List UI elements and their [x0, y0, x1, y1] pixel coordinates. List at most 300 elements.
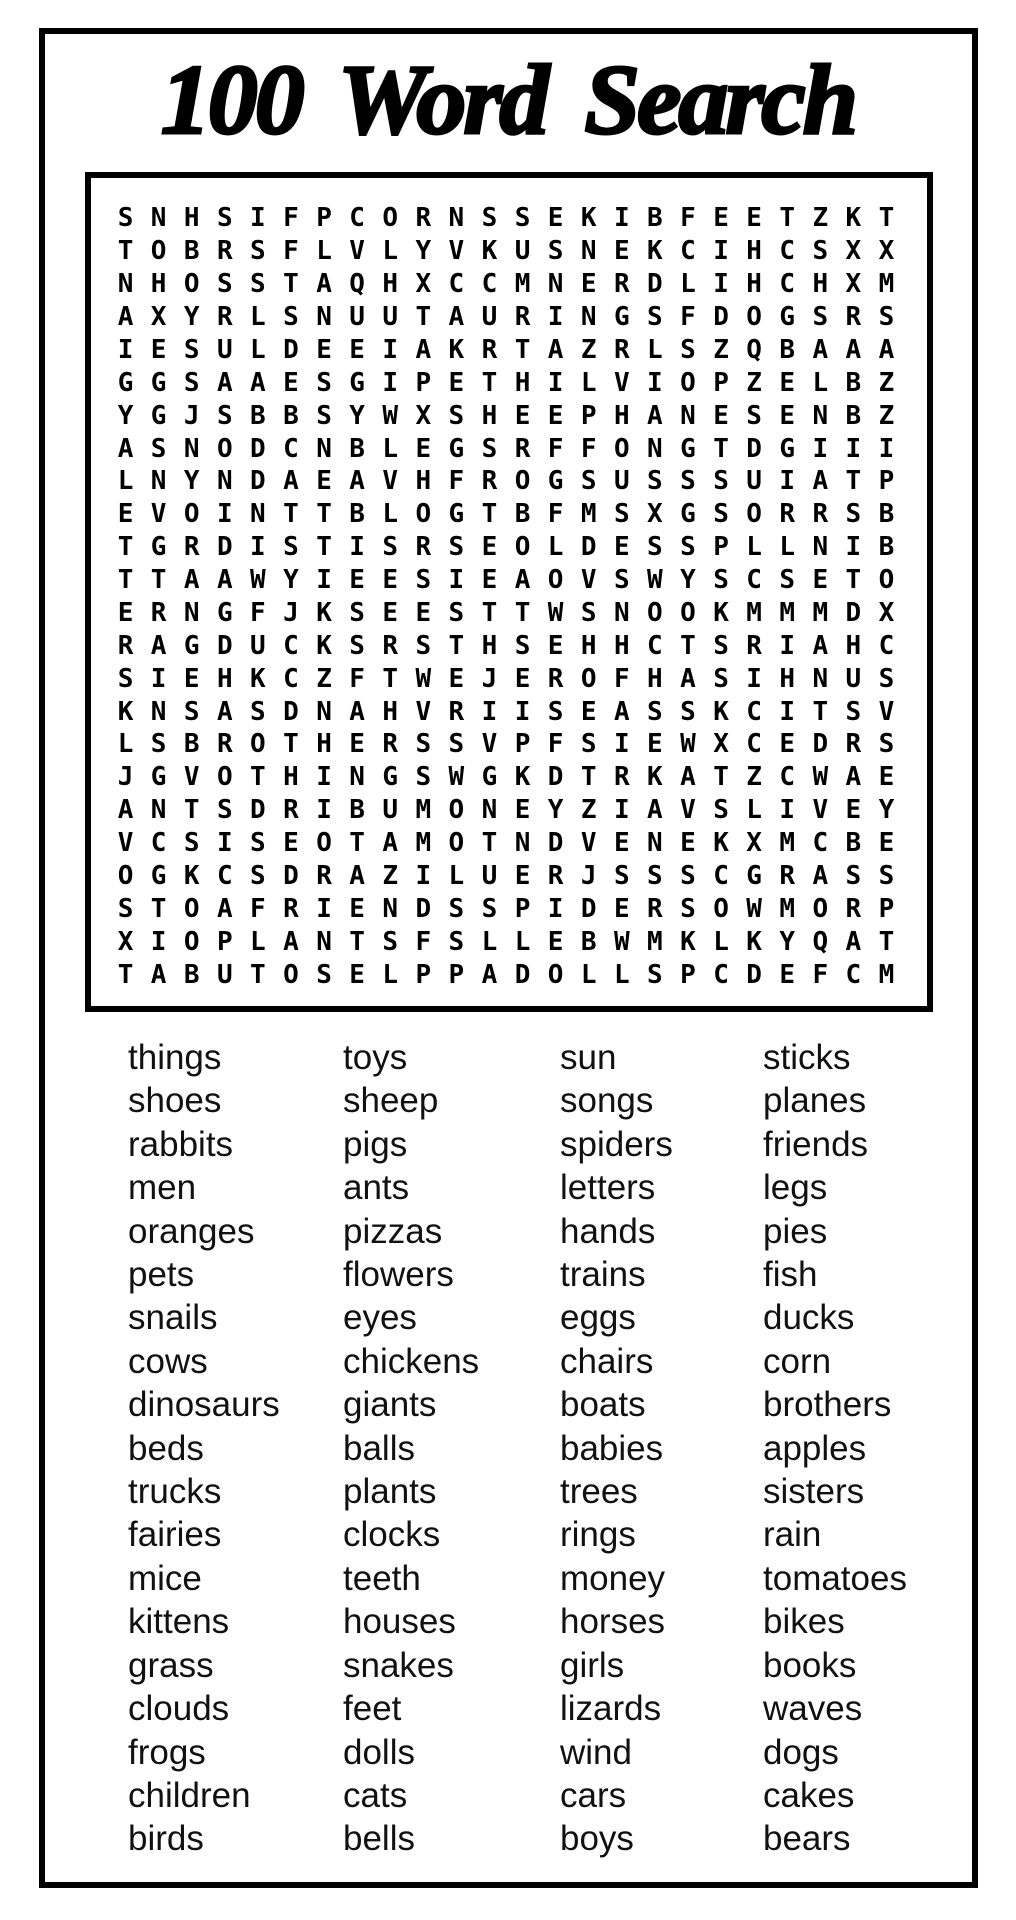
grid-letter: C — [448, 269, 465, 300]
grid-letter: L — [382, 236, 399, 267]
grid-letter: A — [117, 795, 134, 826]
grid-letter: Y — [779, 926, 796, 957]
grid-letter: E — [680, 828, 696, 859]
grid-letter: C — [746, 729, 762, 760]
word-list — [0, 1036, 1016, 1876]
word-item: chickens — [343, 1341, 480, 1381]
grid-letter: L — [680, 269, 696, 300]
grid-letter: R — [481, 466, 498, 497]
grid-letter: U — [746, 466, 762, 497]
grid-letter: S — [382, 926, 399, 957]
grid-letter: K — [713, 597, 729, 628]
word-item: flowers — [343, 1255, 454, 1295]
word-item: trees — [560, 1472, 638, 1512]
grid-letter: I — [779, 630, 796, 661]
grid-letter: T — [349, 828, 365, 859]
grid-letter: S — [481, 203, 498, 234]
grid-letter: A — [680, 663, 696, 694]
grid-letter: V — [812, 795, 829, 826]
word-item: boats — [560, 1385, 646, 1425]
grid-letter: E — [349, 565, 365, 596]
grid-letter: V — [183, 762, 200, 793]
grid-letter: S — [580, 729, 597, 760]
grid-letter: Z — [580, 334, 597, 365]
grid-letter: S — [713, 466, 729, 497]
grid-letter: U — [845, 663, 862, 694]
word-item: pigs — [343, 1124, 408, 1164]
grid-letter: G — [680, 433, 696, 464]
grid-letter: S — [250, 269, 266, 300]
grid-letter: Z — [878, 400, 895, 431]
word-item: boys — [560, 1819, 634, 1859]
grid-letter: H — [481, 630, 498, 661]
grid-letter: N — [183, 597, 200, 628]
grid-letter: S — [250, 860, 266, 891]
grid-letter: L — [250, 334, 266, 365]
word-item: giants — [343, 1385, 437, 1425]
grid-letter: G — [382, 762, 399, 793]
grid-letter: I — [117, 334, 134, 365]
grid-letter: Y — [117, 400, 134, 431]
grid-letter: S — [845, 696, 862, 727]
grid-letter: S — [448, 926, 465, 957]
grid-letter: O — [647, 597, 663, 628]
grid-letter: R — [613, 269, 630, 300]
grid-letter: N — [117, 269, 134, 300]
letter-grid — [85, 172, 933, 1012]
grid-letter: V — [117, 828, 134, 859]
grid-letter: T — [878, 203, 895, 234]
grid-letter: S — [878, 302, 895, 333]
grid-letter: H — [283, 762, 299, 793]
grid-letter: L — [547, 532, 564, 563]
grid-letter: S — [415, 762, 432, 793]
grid-letter: L — [382, 433, 399, 464]
grid-letter: R — [845, 729, 862, 760]
grid-letter: M — [580, 499, 597, 530]
grid-letter: S — [713, 630, 729, 661]
grid-letter: V — [878, 696, 895, 727]
grid-letter: I — [382, 334, 399, 365]
word-item: beds — [128, 1428, 204, 1468]
grid-letter: X — [150, 302, 167, 333]
grid-letter: B — [349, 499, 365, 530]
grid-letter: L — [580, 959, 597, 990]
grid-letter: D — [580, 893, 597, 924]
grid-letter: O — [448, 795, 465, 826]
grid-letter: T — [382, 663, 399, 694]
grid-letter: E — [878, 828, 895, 859]
grid-letter: S — [283, 532, 299, 563]
word-item: corn — [763, 1341, 832, 1381]
grid-letter: I — [878, 433, 895, 464]
grid-letter: S — [713, 663, 729, 694]
grid-letter: I — [448, 565, 465, 596]
grid-letter: S — [150, 433, 167, 464]
word-item: sun — [560, 1038, 617, 1077]
word-item: sisters — [763, 1472, 865, 1512]
word-item: books — [763, 1645, 857, 1685]
grid-letter: C — [150, 828, 167, 859]
grid-letter: S — [283, 302, 299, 333]
grid-letter: O — [250, 729, 266, 760]
grid-letter: T — [150, 565, 167, 596]
grid-letter: A — [845, 334, 862, 365]
grid-letter: S — [680, 893, 696, 924]
grid-letter: S — [481, 433, 498, 464]
grid-letter: S — [547, 236, 564, 267]
grid-letter: C — [283, 433, 299, 464]
grid-letter: S — [647, 696, 663, 727]
grid-letter: T — [713, 762, 729, 793]
grid-letter: E — [514, 400, 531, 431]
grid-letter: F — [283, 236, 299, 267]
grid-letter: K — [713, 828, 729, 859]
grid-letter: O — [382, 203, 399, 234]
grid-letter: K — [680, 926, 696, 957]
grid-letter: P — [878, 893, 895, 924]
word-item: waves — [763, 1689, 863, 1729]
grid-letter: T — [283, 269, 299, 300]
grid-letter: S — [680, 334, 696, 365]
word-item: friends — [763, 1124, 869, 1164]
grid-letter: U — [382, 795, 399, 826]
grid-letter: E — [613, 532, 630, 563]
grid-letter: O — [183, 499, 200, 530]
grid-letter: A — [283, 466, 299, 497]
grid-letter: B — [647, 203, 663, 234]
grid-letter: S — [613, 860, 630, 891]
grid-letter: E — [183, 663, 200, 694]
grid-letter: D — [812, 729, 829, 760]
grid-letter: S — [117, 663, 134, 694]
grid-letter: F — [680, 302, 696, 333]
grid-letter: H — [150, 269, 167, 300]
grid-letter: E — [779, 729, 796, 760]
grid-letter: C — [812, 828, 829, 859]
grid-letter: T — [349, 926, 365, 957]
grid-letter: S — [448, 400, 465, 431]
grid-letter: Y — [283, 565, 299, 596]
word-item: grass — [128, 1645, 214, 1685]
grid-letter: T — [680, 630, 696, 661]
grid-letter: T — [117, 236, 134, 267]
grid-letter: R — [183, 532, 200, 563]
grid-letter: S — [250, 236, 266, 267]
grid-letter: I — [779, 795, 796, 826]
grid-letter: P — [514, 729, 531, 760]
word-item: dogs — [763, 1732, 839, 1772]
grid-letter: M — [779, 597, 796, 628]
grid-letter: E — [349, 959, 365, 990]
grid-letter: Z — [713, 334, 729, 365]
grid-letter: D — [580, 532, 597, 563]
grid-letter: C — [878, 630, 895, 661]
grid-letter: M — [812, 597, 829, 628]
grid-letter: O — [216, 433, 233, 464]
grid-letter: O — [746, 499, 762, 530]
grid-letter: E — [349, 729, 365, 760]
grid-letter: S — [216, 400, 233, 431]
grid-letter: I — [216, 828, 233, 859]
word-item: fairies — [128, 1515, 222, 1555]
grid-letter: M — [415, 795, 432, 826]
grid-letter: H — [382, 269, 399, 300]
grid-letter: G — [448, 433, 465, 464]
grid-letter: R — [845, 302, 862, 333]
grid-letter: I — [547, 367, 564, 398]
grid-letter: W — [647, 565, 663, 596]
word-item: chairs — [560, 1341, 654, 1381]
grid-letter: A — [845, 926, 862, 957]
grid-letter: G — [779, 302, 796, 333]
grid-letter: K — [316, 597, 332, 628]
grid-letter: I — [316, 893, 332, 924]
grid-letter: S — [713, 565, 729, 596]
grid-letter: P — [415, 959, 432, 990]
grid-letter: D — [547, 762, 564, 793]
word-item: bears — [763, 1819, 851, 1859]
grid-letter: T — [514, 334, 531, 365]
grid-letter: C — [779, 762, 796, 793]
grid-letter: R — [382, 630, 399, 661]
grid-letter: M — [647, 926, 663, 957]
grid-letter: O — [746, 302, 762, 333]
grid-letter: R — [547, 663, 564, 694]
grid-letter: U — [613, 466, 630, 497]
grid-letter: S — [713, 499, 729, 530]
grid-letter: W — [746, 893, 762, 924]
word-item: eggs — [560, 1298, 636, 1338]
word-item: shoes — [128, 1081, 222, 1121]
grid-letter: C — [713, 860, 729, 891]
grid-letter: Z — [746, 762, 762, 793]
grid-letter: S — [250, 828, 266, 859]
grid-letter: M — [415, 828, 432, 859]
grid-letter: T — [481, 828, 498, 859]
grid-letter: F — [349, 663, 365, 694]
grid-letter: S — [448, 893, 465, 924]
grid-letter: R — [316, 860, 332, 891]
word-item: cows — [128, 1341, 208, 1381]
grid-letter: E — [415, 597, 432, 628]
grid-letter: B — [250, 400, 266, 431]
grid-letter: P — [713, 532, 729, 563]
grid-letter: I — [316, 565, 332, 596]
grid-letter: A — [647, 400, 663, 431]
grid-letter: V — [613, 367, 630, 398]
grid-letter: A — [812, 630, 829, 661]
grid-letter: H — [812, 269, 829, 300]
grid-letter: N — [316, 926, 332, 957]
grid-letter: O — [283, 959, 299, 990]
grid-letter: D — [250, 433, 266, 464]
grid-letter: R — [647, 893, 663, 924]
grid-letter: V — [382, 466, 399, 497]
grid-letter: N — [150, 795, 167, 826]
grid-letter: G — [448, 499, 465, 530]
grid-letter: N — [382, 893, 399, 924]
grid-letter: K — [448, 334, 465, 365]
grid-letter: R — [613, 762, 630, 793]
grid-letter: B — [183, 959, 200, 990]
grid-letter: S — [415, 565, 432, 596]
grid-letter: S — [613, 565, 630, 596]
grid-letter: R — [117, 630, 134, 661]
grid-letter: T — [117, 959, 134, 990]
grid-letter: S — [845, 499, 862, 530]
grid-letter: S — [580, 466, 597, 497]
word-item: wind — [560, 1732, 632, 1772]
grid-letter: I — [613, 795, 630, 826]
grid-letter: D — [250, 466, 266, 497]
grid-letter: E — [547, 203, 564, 234]
grid-letter: R — [382, 729, 399, 760]
grid-letter: G — [150, 400, 167, 431]
grid-letter: D — [216, 630, 233, 661]
grid-letter: J — [580, 860, 597, 891]
grid-letter: S — [183, 828, 200, 859]
word-item: houses — [343, 1602, 456, 1642]
grid-letter: S — [382, 532, 399, 563]
grid-letter: Z — [812, 203, 829, 234]
grid-letter: T — [183, 795, 200, 826]
grid-letter: S — [316, 367, 332, 398]
grid-letter: S — [680, 466, 696, 497]
grid-letter: K — [647, 236, 663, 267]
grid-letter: S — [547, 696, 564, 727]
grid-letter: K — [481, 236, 498, 267]
word-item: trucks — [128, 1472, 222, 1512]
grid-letter: L — [613, 959, 630, 990]
grid-letter: R — [481, 334, 498, 365]
title-area — [0, 40, 1016, 160]
grid-letter: T — [514, 597, 531, 628]
grid-letter: K — [647, 762, 663, 793]
grid-letter: M — [746, 597, 762, 628]
grid-letter: H — [382, 696, 399, 727]
grid-letter: Z — [382, 860, 399, 891]
grid-letter: E — [878, 762, 895, 793]
grid-letter: K — [514, 762, 531, 793]
word-item: things — [128, 1038, 222, 1077]
grid-letter: S — [647, 959, 663, 990]
grid-letter: T — [878, 926, 895, 957]
grid-letter: R — [514, 433, 531, 464]
word-item: spiders — [560, 1124, 673, 1164]
word-column — [560, 1036, 673, 1861]
grid-letter: C — [283, 630, 299, 661]
word-item: dinosaurs — [128, 1385, 280, 1425]
grid-letter: R — [283, 795, 299, 826]
grid-letter: I — [779, 696, 796, 727]
grid-letter: C — [746, 696, 762, 727]
grid-letter: H — [183, 203, 200, 234]
grid-letter: X — [713, 729, 729, 760]
grid-letter: T — [580, 762, 597, 793]
grid-letter: H — [647, 663, 663, 694]
grid-letter: V — [481, 729, 498, 760]
grid-letter: E — [713, 400, 729, 431]
grid-letter: T — [150, 893, 167, 924]
grid-letter: H — [613, 630, 630, 661]
grid-letter: H — [613, 400, 630, 431]
word-item: clocks — [343, 1515, 441, 1555]
grid-letter: E — [349, 334, 365, 365]
word-item: balls — [343, 1428, 415, 1468]
grid-letter: O — [547, 565, 564, 596]
grid-letter: K — [316, 630, 332, 661]
grid-letter: G — [150, 762, 167, 793]
grid-letter: E — [547, 630, 564, 661]
grid-letter: R — [779, 860, 796, 891]
word-column — [763, 1036, 907, 1861]
grid-letter: E — [779, 367, 796, 398]
grid-letter: K — [183, 860, 200, 891]
grid-letter: D — [283, 860, 299, 891]
grid-letter: M — [514, 269, 531, 300]
word-item: rabbits — [128, 1124, 234, 1164]
grid-letter: E — [713, 203, 729, 234]
grid-letter: L — [250, 926, 266, 957]
grid-letter: A — [283, 926, 299, 957]
grid-letter: S — [647, 532, 663, 563]
grid-letter: T — [845, 565, 862, 596]
grid-letter: W — [415, 663, 432, 694]
word-item: clouds — [128, 1689, 230, 1729]
word-item: ducks — [763, 1298, 855, 1338]
grid-letter: R — [216, 236, 233, 267]
grid-letter: C — [680, 236, 696, 267]
grid-letter: O — [117, 860, 134, 891]
grid-letter: A — [250, 367, 266, 398]
grid-letter: Y — [183, 302, 200, 333]
grid-letter: I — [547, 893, 564, 924]
grid-letter: B — [580, 926, 597, 957]
grid-letter: A — [812, 860, 829, 891]
grid-letter: R — [779, 499, 796, 530]
grid-letter: R — [283, 893, 299, 924]
word-item: cats — [343, 1775, 408, 1815]
grid-letter: L — [812, 367, 829, 398]
grid-letter: C — [713, 959, 729, 990]
grid-letter: A — [349, 696, 365, 727]
grid-letter: P — [514, 893, 531, 924]
grid-letter: A — [481, 959, 498, 990]
grid-letter: E — [481, 532, 498, 563]
word-item: rain — [763, 1515, 822, 1555]
grid-letter: D — [547, 828, 564, 859]
grid-letter: D — [746, 433, 762, 464]
grid-letter: S — [183, 696, 200, 727]
grid-letter: W — [680, 729, 696, 760]
grid-letter: D — [514, 959, 531, 990]
grid-letter: K — [845, 203, 862, 234]
grid-letter: G — [680, 499, 696, 530]
grid-letter: E — [150, 334, 167, 365]
grid-letter: I — [713, 236, 729, 267]
grid-letter: U — [481, 860, 498, 891]
grid-letter: A — [382, 828, 399, 859]
grid-letter: N — [647, 433, 663, 464]
grid-letter: X — [845, 269, 862, 300]
grid-letter: I — [415, 860, 432, 891]
grid-letter: I — [250, 532, 266, 563]
grid-letter: P — [878, 466, 895, 497]
grid-letter: U — [481, 302, 498, 333]
word-item: feet — [343, 1689, 402, 1729]
grid-letter: H — [580, 630, 597, 661]
